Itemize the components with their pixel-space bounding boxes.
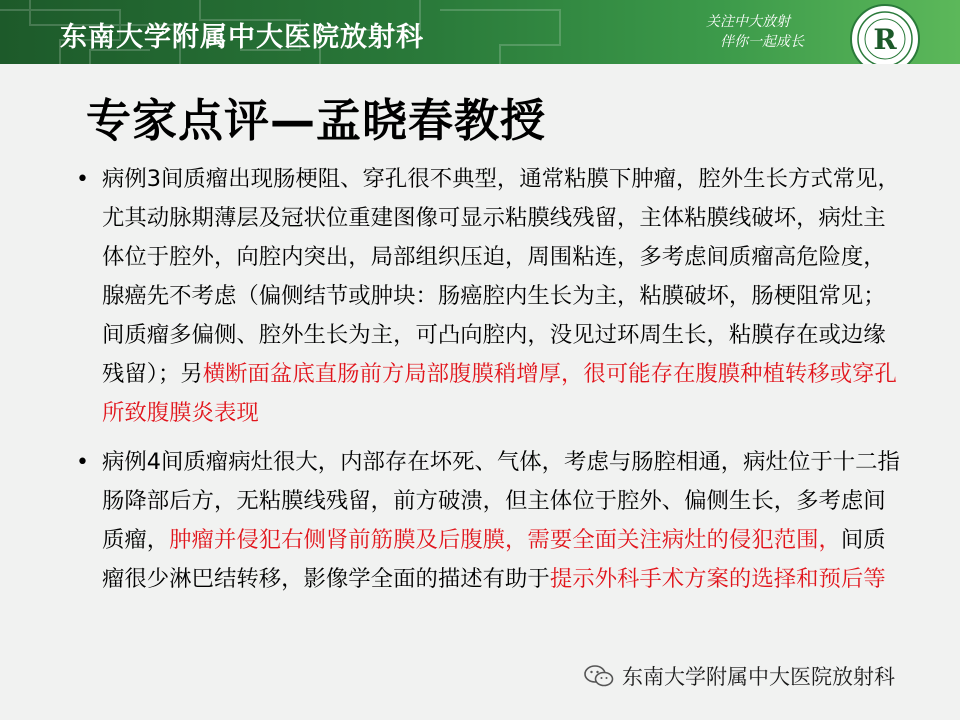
bullet-text-highlight: 肿瘤并侵犯右侧肾前筋膜及后腹膜，需要全面关注病灶的侵犯范围，: [169, 527, 841, 553]
slogan-line-2: 伴你一起成长: [720, 34, 804, 50]
slogan-line-1: 关注中大放射: [706, 14, 790, 30]
header-title: 东南大学附属中大医院放射科: [60, 22, 424, 53]
header-slogan: [706, 12, 804, 52]
bullet-text: 间质瘤很少淋巴结转移，影像学全面的描述有助于: [102, 527, 886, 592]
logo-letter: R: [873, 23, 897, 56]
watermark: [584, 661, 895, 691]
bullet-list: [70, 160, 900, 609]
bullet-dot: •: [76, 450, 89, 475]
bullet-dot: •: [76, 167, 89, 192]
watermark-text: 东南大学附属中大医院放射科: [622, 665, 895, 689]
wechat-icon: [584, 664, 614, 688]
slide-title: 专家点评—孟晓春教授: [86, 94, 547, 147]
bullet-text-highlight: 提示外科手术方案的选择和预后等: [549, 566, 886, 592]
bullet-text-highlight: 横断面盆底直肠前方局部腹膜稍增厚，很可能存在腹膜种植转移或穿孔所致腹膜炎表现: [102, 361, 897, 426]
hospital-logo-icon: [848, 2, 922, 64]
bullet-text: 病例3间质瘤出现肠梗阻、穿孔很不典型，通常粘膜下肿瘤，腔外生长方式常见，尤其动脉期薄层及冠状位重建图像可显示粘膜线残留，主体粘膜线破坏，病灶主体位于腔外，向腔内突出，局部组织压迫，周围粘连，多考虑间质瘤高危险度，腺癌先不考虑（偏侧结节或肿块：肠癌腔内生长为主，粘膜破坏，肠梗阻常见；间质瘤多偏侧、腔外生长为主，可凸向腔内，没见过环周生长，粘膜存在或边缘残留）；另: [102, 166, 900, 387]
bullet-text: 病例4间质瘤病灶很大，内部存在坏死、气体，考虑与肠腔相通，病灶位于十二指肠降部后方，无粘膜线残留，前方破溃，但主体位于腔外、偏侧生长，多考虑间质瘤，: [102, 449, 900, 553]
bullet-item: [70, 443, 900, 599]
header-band: [0, 0, 960, 64]
bullet-item: [70, 160, 900, 433]
